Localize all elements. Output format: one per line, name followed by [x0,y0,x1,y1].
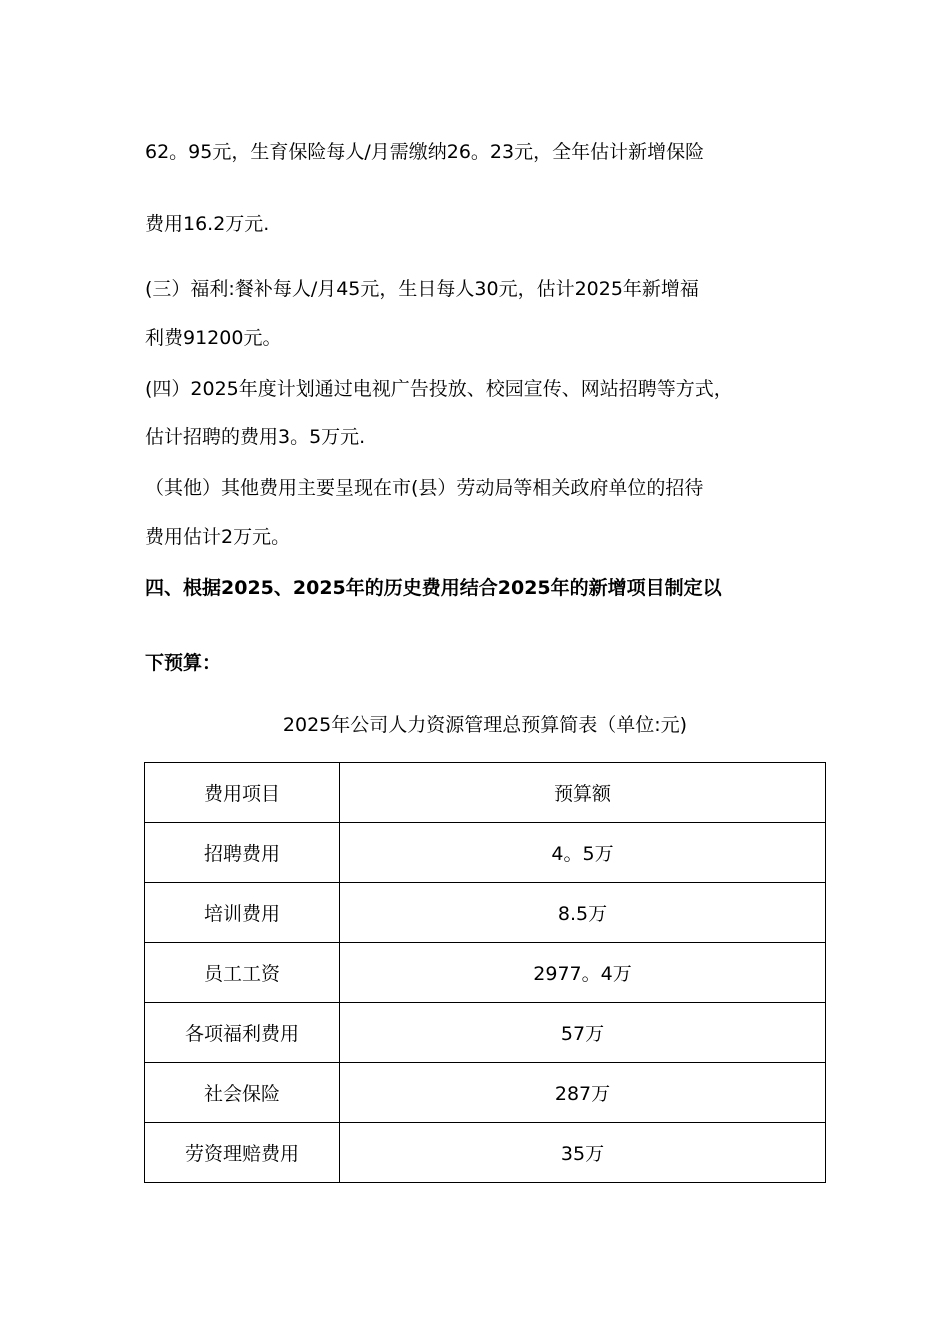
paragraph-line: (三）福利:餐补每人/月45元，生日每人30元，估计2025年新增福 [145,278,699,300]
cell-item: 招聘费用 [145,823,340,883]
cell-item: 员工工资 [145,943,340,1003]
table-header-row [145,763,826,823]
cell-item: 培训费用 [145,883,340,943]
table-row [145,1123,826,1183]
table-caption: 2025年公司人力资源管理总预算简表（单位:元) [282,714,688,736]
cell-item: 劳资理赔费用 [145,1123,340,1183]
cell-item: 社会保险 [145,1063,340,1123]
cell-amount: 4。5万 [340,823,826,883]
table-row [145,823,826,883]
section-heading: 四、根据2025、2025年的历史费用结合2025年的新增项目制定以 [145,577,722,599]
cell-amount: 8.5万 [340,883,826,943]
paragraph-line: 利费91200元。 [145,327,282,349]
cell-amount: 35万 [340,1123,826,1183]
cell-amount: 287万 [340,1063,826,1123]
table-row [145,1003,826,1063]
budget-table [144,762,826,1183]
table-row [145,943,826,1003]
paragraph-line: 费用估计2万元。 [145,526,291,548]
table-row [145,1063,826,1123]
cell-amount: 57万 [340,1003,826,1063]
paragraph-line: 62。95元，生育保险每人/月需缴纳26。23元，全年估计新增保险 [145,141,705,163]
cell-amount: 2977。4万 [340,943,826,1003]
table-row [145,883,826,943]
paragraph-line: 估计招聘的费用3。5万元. [145,426,366,448]
paragraph-line: 费用16.2万元. [145,213,270,235]
header-item: 费用项目 [145,763,340,823]
paragraph-line: (四）2025年度计划通过电视广告投放、校园宣传、网站招聘等方式， [145,378,733,400]
cell-item: 各项福利费用 [145,1003,340,1063]
header-amount: 预算额 [340,763,826,823]
paragraph-line: （其他）其他费用主要呈现在市(县）劳动局等相关政府单位的招待 [145,477,704,499]
section-heading-continued: 下预算： [145,652,222,674]
